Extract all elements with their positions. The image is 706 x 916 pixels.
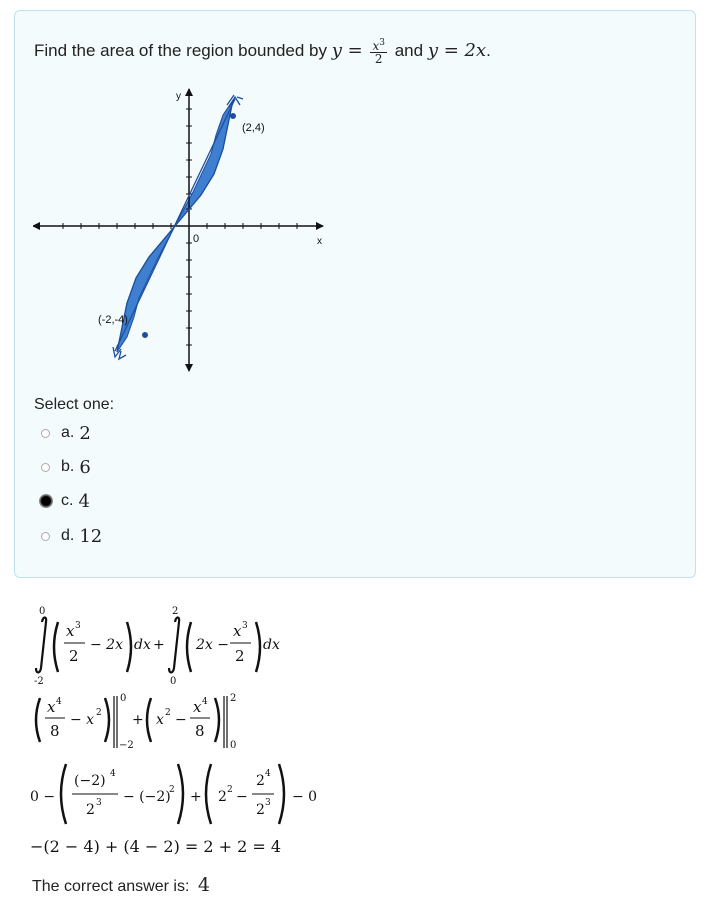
- y-axis-label: y: [176, 91, 181, 102]
- correct-answer-label: The correct answer is:: [32, 878, 190, 895]
- int1-sign: [36, 618, 46, 673]
- int1-right-bracket: [127, 622, 131, 672]
- t2-right-bracket: [215, 698, 219, 742]
- int2-lower: 0: [170, 676, 177, 687]
- option-a-radio[interactable]: [41, 429, 50, 438]
- b-minus: −: [236, 789, 248, 805]
- option-b[interactable]: [41, 455, 91, 479]
- b-den: 2: [256, 802, 265, 818]
- int2-num: x: [233, 622, 242, 640]
- t2-first: x: [156, 712, 164, 728]
- b-num: 2: [256, 773, 265, 789]
- option-d[interactable]: [41, 524, 102, 548]
- int2-right-bracket: [256, 622, 260, 672]
- option-d-value: 12: [79, 525, 103, 547]
- option-a-value: 2: [79, 422, 91, 444]
- region-graph: [33, 77, 333, 377]
- line3-lead: 0 −: [30, 789, 56, 805]
- int2-dx: dx: [263, 637, 280, 653]
- solution-line-3: [30, 764, 317, 824]
- option-c-value: 4: [78, 490, 90, 512]
- x-axis-label: x: [317, 236, 322, 247]
- question-conjunction: and: [394, 41, 424, 60]
- point-upper-label: (2,4): [242, 122, 265, 134]
- t2-num: x: [193, 698, 202, 716]
- a-den: 2: [86, 802, 95, 818]
- t1-lower: −2: [119, 740, 134, 751]
- int1-num: x: [66, 622, 75, 640]
- t2-upper: 2: [230, 693, 237, 704]
- question-text: [34, 37, 491, 65]
- int2-exp: 3: [242, 621, 248, 631]
- b-den-exp: 3: [265, 798, 271, 808]
- curve1-lhs: y =: [331, 40, 363, 61]
- correct-answer-value: 4: [197, 874, 210, 896]
- option-d-radio[interactable]: [41, 532, 50, 541]
- t1-rest: − x: [70, 712, 95, 728]
- point-lower-marker: [142, 332, 148, 338]
- t2-left-bracket: [147, 698, 151, 742]
- b-num-exp: 4: [265, 769, 271, 779]
- int2-first: 2x −: [196, 637, 229, 653]
- t2-exp: 4: [202, 697, 208, 707]
- b-right-bracket: [279, 764, 284, 824]
- curve1-equation: [331, 38, 395, 66]
- question-period: .: [486, 41, 491, 60]
- option-b-value: 6: [79, 456, 91, 478]
- int1-left-bracket: [54, 622, 58, 672]
- question-prefix: Find the area of the region bounded by: [34, 41, 327, 60]
- int2-left-bracket: [187, 622, 191, 672]
- t1-exp: 4: [56, 697, 62, 707]
- a-rest-exp: 2: [169, 785, 175, 795]
- question-card: [14, 10, 696, 578]
- b-first-exp: 2: [227, 785, 233, 795]
- a-rest: − (−2): [123, 789, 171, 805]
- option-a[interactable]: [41, 421, 91, 445]
- x-axis-arrow-left: [33, 222, 40, 230]
- b-first: 2: [218, 789, 227, 805]
- line2-plus: +: [132, 712, 144, 728]
- t2-first-exp: 2: [165, 708, 171, 718]
- point-upper-marker: [230, 113, 236, 119]
- y-axis-arrow-up: [185, 88, 193, 96]
- x-axis-arrow-right: [316, 222, 324, 230]
- t1-den: 8: [50, 722, 60, 740]
- solution-line-2: [36, 693, 236, 751]
- a-right-bracket: [178, 764, 183, 824]
- t1-right-bracket: [105, 698, 109, 742]
- option-c[interactable]: [41, 489, 90, 513]
- curve1-fraction: [370, 37, 387, 65]
- curve1-num: x: [372, 39, 380, 53]
- b-left-bracket: [206, 764, 211, 824]
- solution-line-4: −(2 − 4) + (4 − 2) = 2 + 2 = 4: [30, 837, 282, 856]
- int1-lower: -2: [34, 676, 44, 687]
- option-c-radio[interactable]: [39, 494, 53, 508]
- a-left-bracket: [61, 764, 66, 824]
- option-b-letter: b.: [61, 458, 75, 475]
- solution-line-1: [34, 606, 280, 687]
- line3-plus: +: [190, 789, 202, 805]
- int1-exp: 3: [75, 621, 81, 631]
- int1-rest: − 2x: [90, 637, 123, 653]
- int2-sign: [169, 618, 179, 673]
- upper-arrowheads: [227, 95, 243, 107]
- t2-lower: 0: [230, 740, 237, 751]
- curve1-den: 2: [374, 52, 383, 66]
- a-den-exp: 3: [96, 798, 102, 808]
- int2-upper: 2: [172, 606, 179, 617]
- a-num: (−2): [74, 773, 106, 789]
- int1-upper: 0: [39, 606, 46, 617]
- t1-left-bracket: [36, 698, 40, 742]
- y-axis-arrow-down: [185, 364, 193, 372]
- option-d-letter: d.: [61, 527, 75, 544]
- t1-rest-exp: 2: [96, 708, 102, 718]
- int2-den: 2: [235, 647, 245, 665]
- curve1-exp: 3: [379, 38, 385, 48]
- option-c-letter: c.: [61, 492, 74, 509]
- correct-answer: [32, 874, 210, 896]
- option-a-letter: a.: [61, 424, 75, 441]
- t1-upper: 0: [120, 693, 127, 704]
- select-one-label: Select one:: [34, 396, 115, 413]
- axis-ticks: [63, 109, 297, 345]
- line1-plus: +: [153, 637, 165, 653]
- t1-num: x: [47, 698, 56, 716]
- t2-minus: −: [175, 712, 187, 728]
- a-num-exp: 4: [110, 769, 116, 779]
- int1-dx: dx: [134, 637, 151, 653]
- origin-label: 0: [193, 233, 200, 245]
- solution-work: [30, 602, 360, 868]
- option-b-radio[interactable]: [41, 463, 50, 472]
- line3-tail: − 0: [292, 789, 318, 805]
- point-lower-label: (-2,-4): [98, 314, 128, 326]
- int1-den: 2: [69, 647, 79, 665]
- t2-den: 8: [195, 722, 205, 740]
- curve2-equation: y = 2x: [427, 40, 487, 61]
